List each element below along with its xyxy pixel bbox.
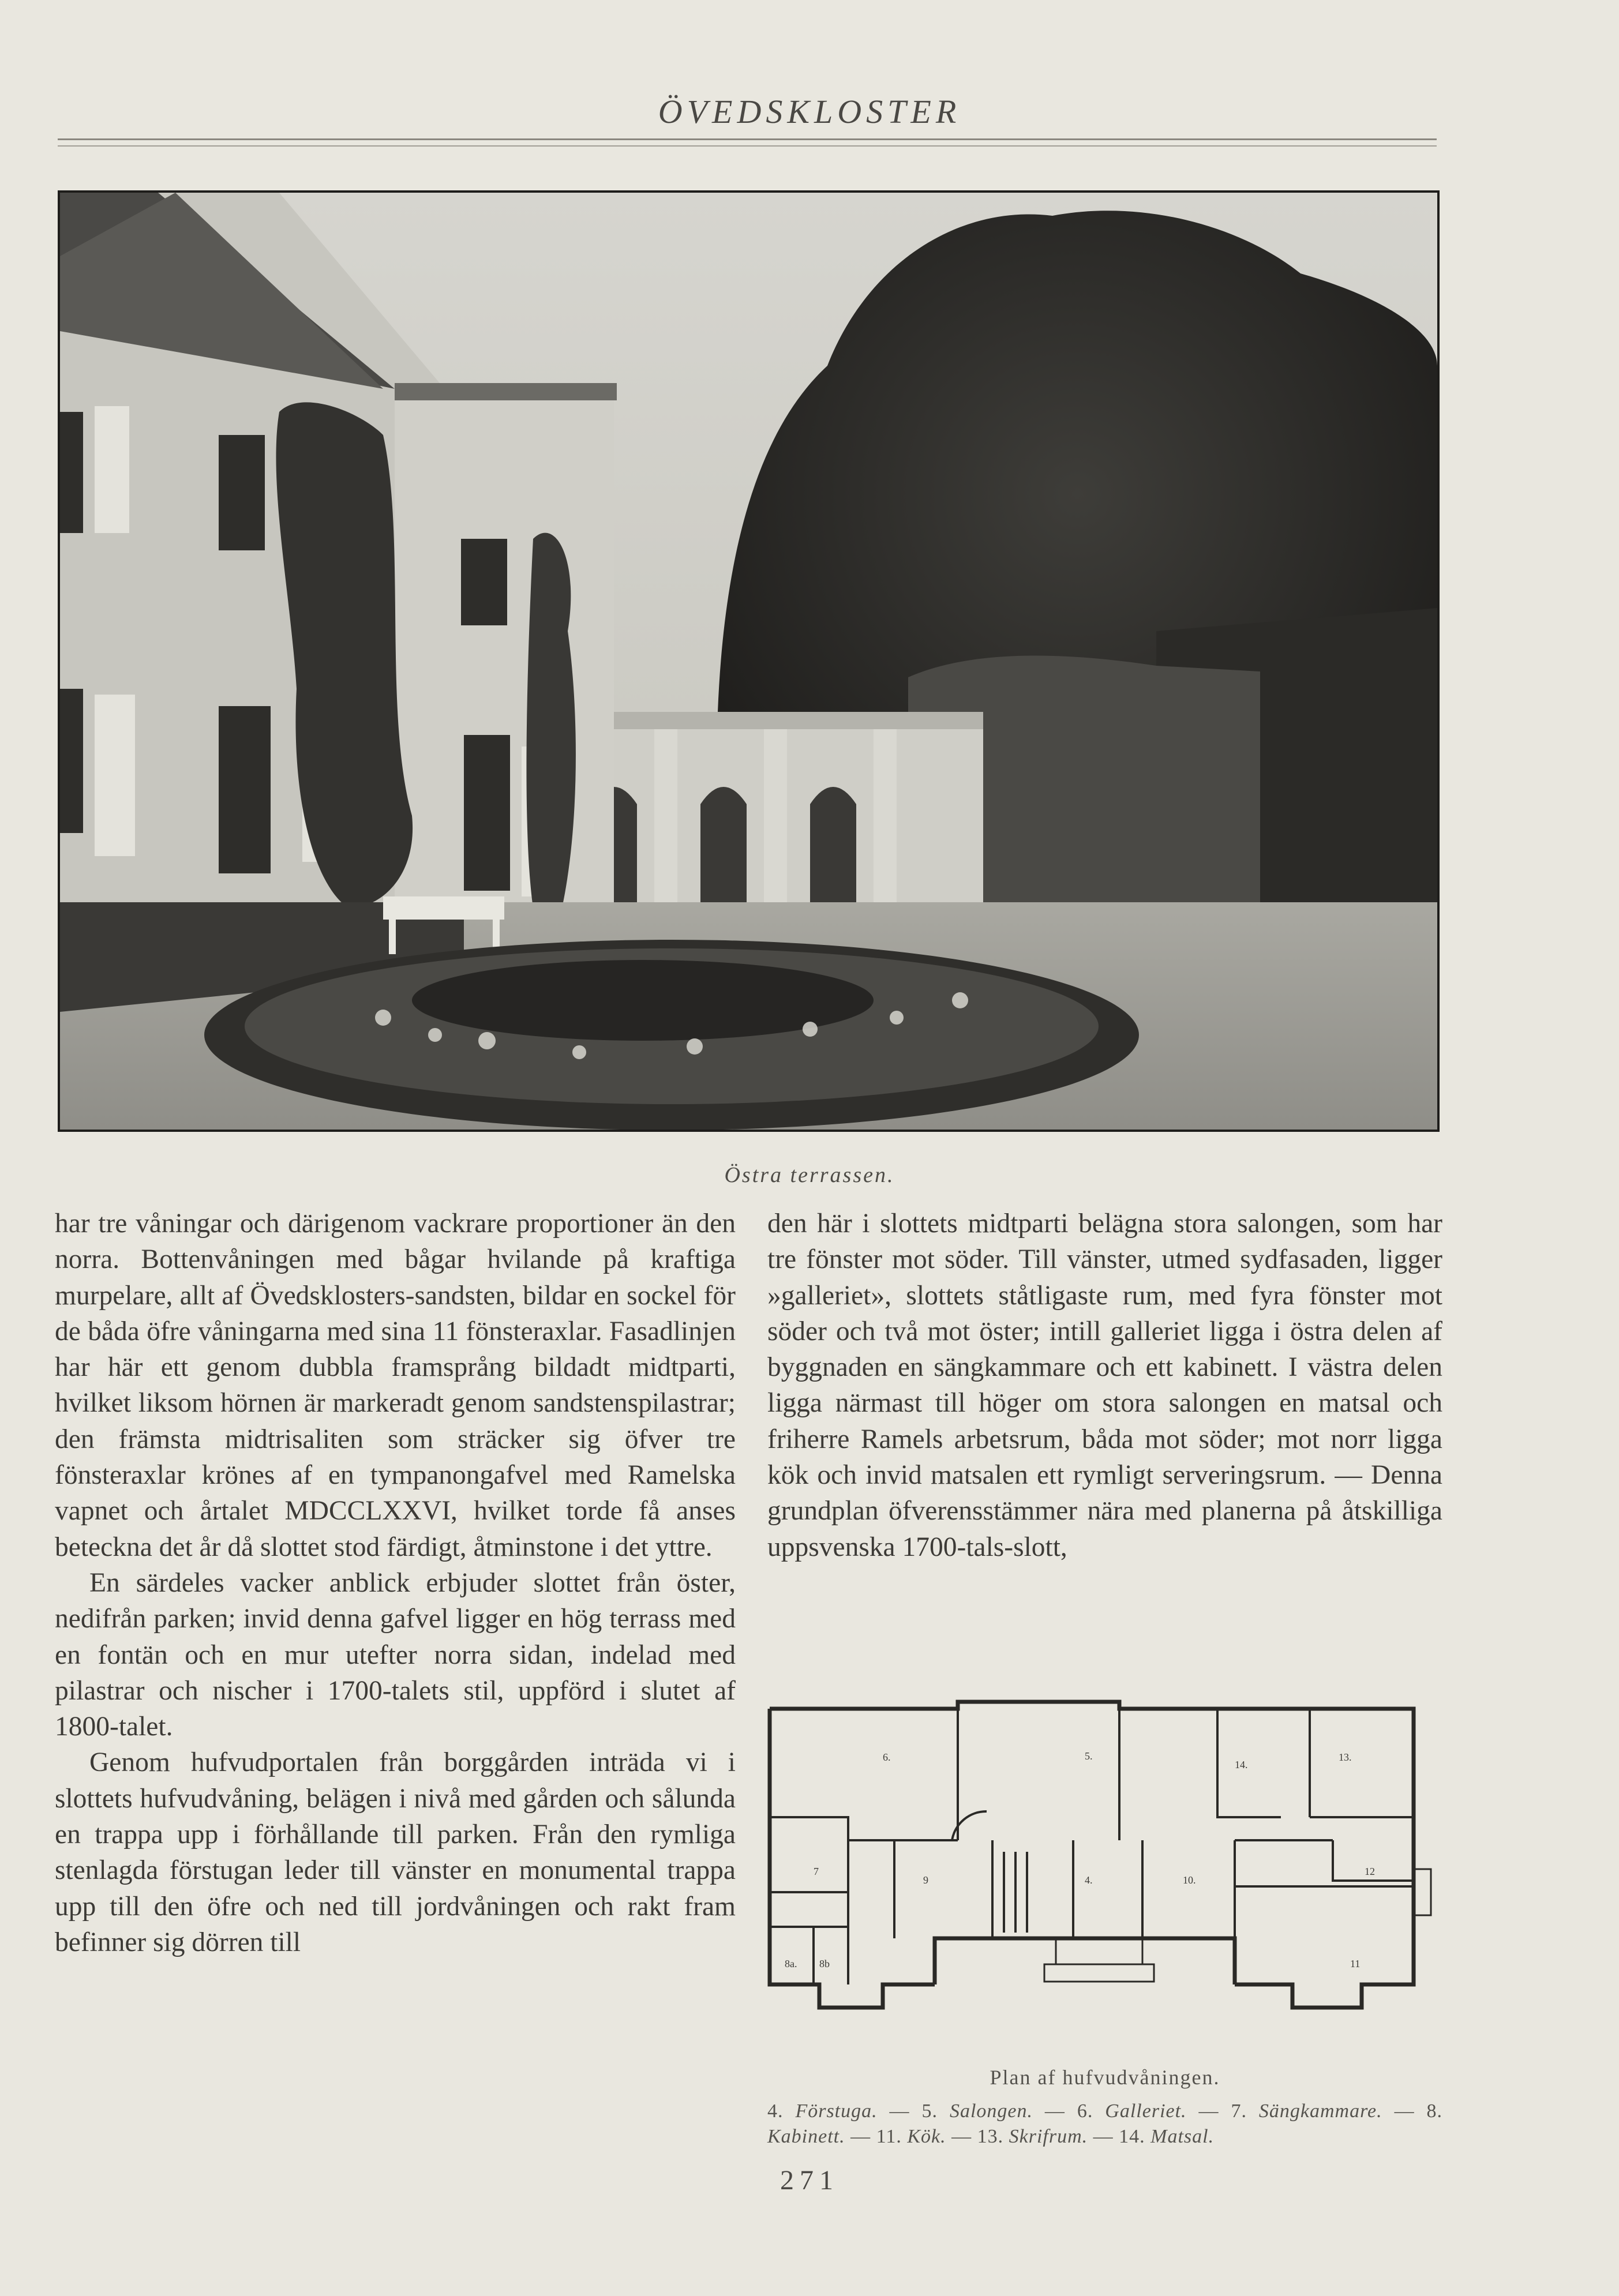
floor-plan-drawing xyxy=(762,1696,1448,2059)
header-rule-thin xyxy=(58,145,1437,147)
room-label: 8a. xyxy=(785,1958,797,1969)
room-label: 9 xyxy=(923,1874,928,1886)
plan-caption: Plan af hufvudvåningen. xyxy=(990,2066,1220,2089)
legend-num: 6. xyxy=(1077,2100,1093,2122)
floor-plan xyxy=(762,1696,1448,2059)
room-label: 13. xyxy=(1339,1751,1352,1763)
legend-num: 13. xyxy=(977,2126,1004,2147)
legend-name: Kabinett. xyxy=(767,2126,845,2147)
photo-caption: Östra terrassen. xyxy=(724,1163,895,1187)
legend-name: Förstuga. xyxy=(795,2100,878,2122)
legend-num: 8. xyxy=(1426,2100,1443,2122)
page-number: 271 xyxy=(780,2165,839,2196)
legend-num: 5. xyxy=(921,2100,938,2122)
legend-num: 11. xyxy=(876,2126,902,2147)
running-title: ÖVEDSKLOSTER xyxy=(658,93,961,130)
room-label: 7 xyxy=(814,1866,819,1877)
legend-name: Galleriet. xyxy=(1105,2100,1187,2122)
legend-name: Kök. xyxy=(907,2126,946,2147)
room-label: 4. xyxy=(1085,1874,1093,1886)
legend-name: Sängkammare. xyxy=(1258,2100,1382,2122)
legend-name: Skrifrum. xyxy=(1009,2126,1088,2147)
legend-num: 7. xyxy=(1231,2100,1247,2122)
room-label: 11 xyxy=(1350,1958,1361,1969)
terrace-photograph xyxy=(58,190,1440,1132)
room-label: 5. xyxy=(1085,1750,1093,1762)
legend-name: Salongen. xyxy=(949,2100,1033,2122)
paragraph-3: Genom hufvudportalen från borggården inträda vi i slottets hufvudvåning, belägen i nivå med gården och sålunda en trappa upp i förhållande till parken. Från den rymliga stenlagda förstugan leder till vänster en monumental trappa upp till den öfre och ned till jordvåningen och rakt fram befinner sig dörren till xyxy=(55,1747,736,1957)
plan-legend: 4. Förstuga. — 5. Salongen. — 6. Galleriet. — 7. Sängkammare. — 8. Kabinett. — 11. Kök. — 13. Skrifrum. — 14. Matsal. xyxy=(767,2100,1443,2147)
paragraph-right: den här i slottets midtparti belägna stora salongen, som har tre fönster mot söder. Till vänster, utmed sydfasaden, ligger »galleriet», slottets ståtligaste rum, med fyra fönster mot söder och två mot öster; intill galleriet ligga i östra delen af byggnaden en sängkammare och ett kabinett. I västra delen ligga närmast till höger om stora salongen en matsal och friherre Ramels arbetsrum, båda mot söder; mot norr ligga kök och invid matsalen ett rymligt serveringsrum. — Denna grundplan öfverensstämmer nära med planerna på åtskilliga uppsvenska 1700-tals-slott, xyxy=(767,1209,1442,1562)
room-label: 10. xyxy=(1183,1874,1196,1886)
legend-name: Matsal. xyxy=(1150,2126,1215,2147)
legend-num: 14. xyxy=(1119,2126,1145,2147)
room-label: 6. xyxy=(883,1751,891,1763)
header-rule xyxy=(58,138,1437,140)
body-column-right xyxy=(767,1206,1442,1565)
room-label: 12 xyxy=(1365,1866,1375,1877)
terrace-photo-illustration xyxy=(60,193,1437,1130)
paragraph-1: har tre våningar och därigenom vackrare proportioner än den norra. Bottenvåningen med bågar hvilande på kraftiga murpelare, allt af Övedsklosters-sandsten, bildar en sockel för de båda öfre våningarna med sina 11 fönsteraxlar. Fasadlinjen har här ett genom dubbla framsprång bildadt midtparti, hvilket liksom hörnen är markeradt genom sandstenspilastrar; den främsta midtrisaliten som sträcker sig öfver tre fönsteraxlar krönes af en tympanongafvel med Ramelska vapnet och årtalet MDCCLXXVI, hvilket torde få anses beteckna det år då slottet stod färdigt, åtminstone i det yttre. xyxy=(55,1209,736,1562)
room-label: 8b xyxy=(819,1958,830,1969)
paragraph-2: En särdeles vacker anblick erbjuder slottet från öster, nedifrån parken; invid denna gafvel ligger en hög terrass med en fontän och en mur utefter norra sidan, indelad med pilastrar och nischer i 1700-talets stil, uppförd i slutet af 1800-talet. xyxy=(55,1567,736,1742)
legend-num: 4. xyxy=(767,2100,784,2122)
body-column-left xyxy=(55,1206,736,1960)
room-label: 14. xyxy=(1235,1759,1248,1770)
